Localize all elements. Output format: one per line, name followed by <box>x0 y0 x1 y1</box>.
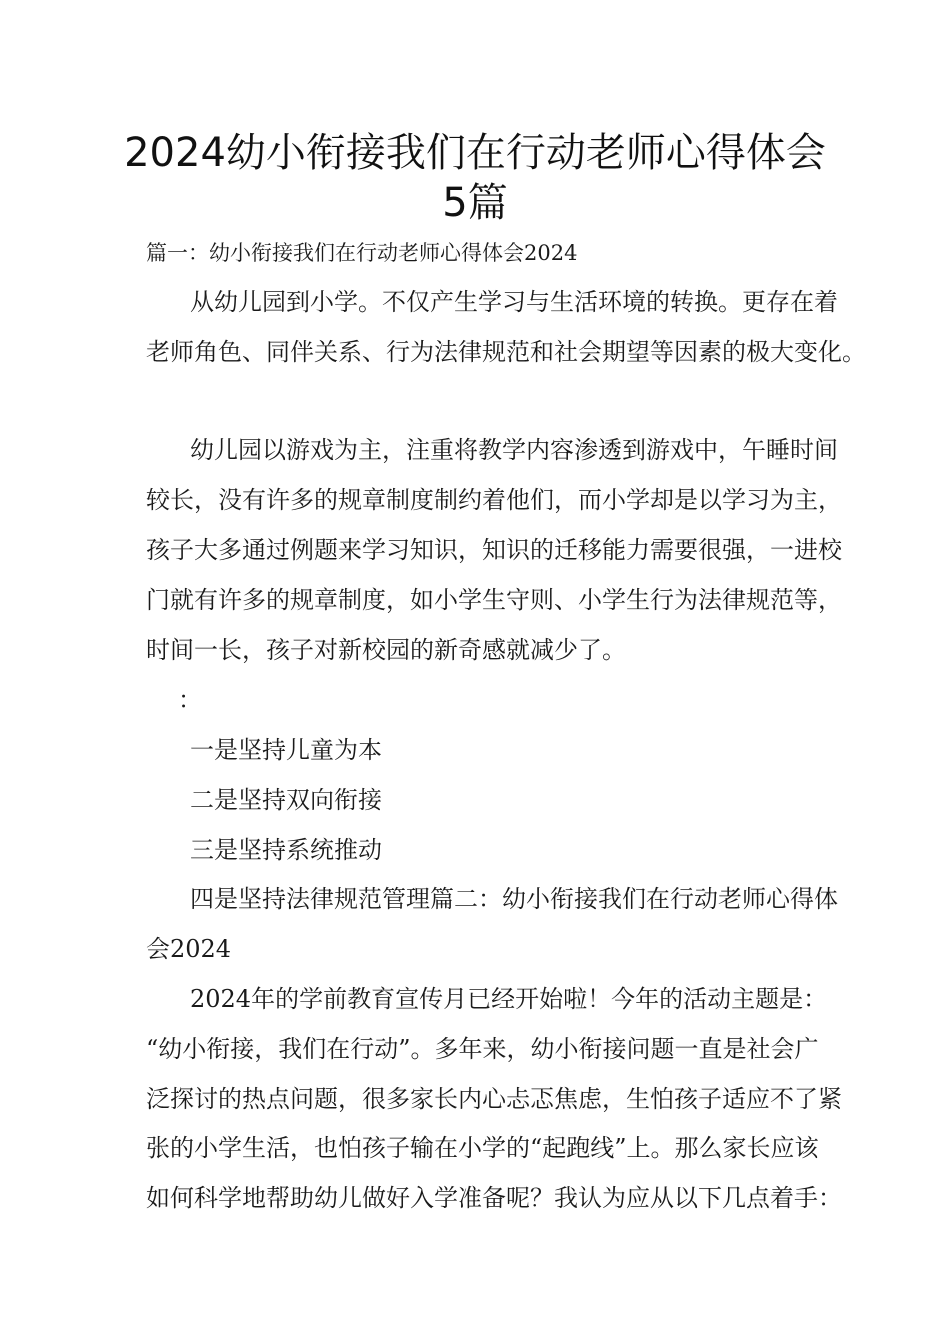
paragraph-line: 会2024 <box>146 935 232 963</box>
point-item: 二是坚持双向衔接 <box>190 786 382 814</box>
colon-line: ： <box>178 686 202 714</box>
paragraph-line: 泛探讨的热点问题，很多家长内心忐忑焦虑，生怕孩子适应不了紧 <box>146 1085 842 1113</box>
paragraph-line: 从幼儿园到小学。不仅产生学习与生活环境的转换。更存在着 <box>190 288 838 316</box>
paragraph-line: 如何科学地帮助幼儿做好入学准备呢？我认为应从以下几点着手： <box>146 1184 842 1212</box>
paragraph-line: 张的小学生活，也怕孩子输在小学的“起跑线”上。那么家长应该 <box>146 1134 819 1162</box>
point-item: 一是坚持儿童为本 <box>190 736 382 764</box>
paragraph-line: 较长，没有许多的规章制度制约着他们，而小学却是以学习为主， <box>146 486 842 514</box>
paragraph-line: “幼小衔接，我们在行动”。多年来，幼小衔接问题一直是社会广 <box>146 1035 819 1063</box>
document-title-line-2: 5篇 <box>442 180 508 226</box>
paragraph-line: 门就有许多的规章制度，如小学生守则、小学生行为法律规范等， <box>146 586 842 614</box>
paragraph-line: 四是坚持法律规范管理篇二：幼小衔接我们在行动老师心得体 <box>190 885 838 913</box>
paragraph-line: 2024年的学前教育宣传月已经开始啦！今年的活动主题是： <box>190 985 828 1013</box>
paragraph-line: 时间一长，孩子对新校园的新奇感就减少了。 <box>146 636 626 664</box>
paragraph-line: 孩子大多通过例题来学习知识，知识的迁移能力需要很强，一进校 <box>146 536 842 564</box>
paragraph-line: 幼儿园以游戏为主，注重将教学内容渗透到游戏中，午睡时间 <box>190 436 838 464</box>
paragraph-line: 老师角色、同伴关系、行为法律规范和社会期望等因素的极大变化。 <box>146 338 866 366</box>
section-heading: 篇一：幼小衔接我们在行动老师心得体会2024 <box>146 241 578 265</box>
point-item: 三是坚持系统推动 <box>190 836 382 864</box>
document-title-line-1: 2024幼小衔接我们在行动老师心得体会 <box>124 130 826 176</box>
